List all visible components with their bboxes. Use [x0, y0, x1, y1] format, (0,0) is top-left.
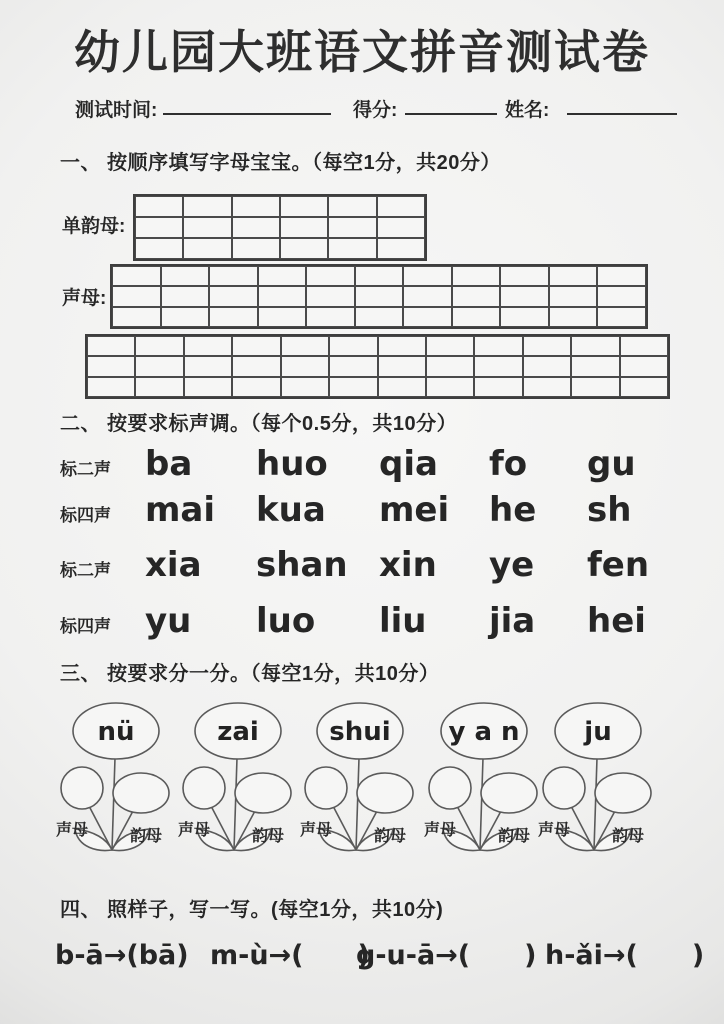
syllable: shan — [256, 545, 348, 585]
grid-cell — [183, 217, 231, 238]
yunmu-answer-circle — [481, 773, 537, 813]
yunmu-tag: 韵母 — [612, 828, 645, 845]
tone-row-label: 标四声 — [60, 617, 111, 636]
grid-cell — [355, 307, 404, 327]
grid-cell — [452, 286, 501, 306]
grid-cell — [306, 286, 355, 306]
page-title: 幼儿园大班语文拼音测试卷 — [74, 27, 650, 78]
grid-cell — [378, 377, 426, 397]
syllable: kua — [256, 490, 326, 530]
grid-cell — [281, 377, 329, 397]
shengmu-writing-grid-2 — [85, 334, 670, 399]
syllable: mai — [145, 490, 216, 530]
grid-cell — [209, 266, 258, 286]
grid-cell — [328, 217, 376, 238]
grid-cell — [403, 307, 452, 327]
grid-cell — [523, 336, 571, 356]
section3-heading: 三、 按要求分一分。（每空1分，共10分） — [60, 663, 440, 685]
grid-cell — [281, 336, 329, 356]
flower-stem — [112, 758, 115, 850]
grid-cell — [571, 356, 619, 376]
grid-cell — [597, 286, 646, 306]
grid-cell — [377, 196, 425, 217]
grid-cell — [112, 307, 161, 327]
grid-cell — [135, 336, 183, 356]
grid-cell — [161, 307, 210, 327]
grid-cell — [329, 336, 377, 356]
test-time-blank-line — [163, 97, 331, 115]
grid-cell — [571, 336, 619, 356]
yunmu-answer-circle — [113, 773, 169, 813]
grid-cell — [258, 266, 307, 286]
yunmu-answer-circle — [357, 773, 413, 813]
balloon-syllable: ju — [584, 717, 612, 747]
grid-cell — [232, 217, 280, 238]
balloon-syllable: zai — [217, 717, 259, 747]
yunmu-tag: 韵母 — [374, 828, 407, 845]
flower-diagram — [536, 700, 660, 860]
grid-cell — [112, 286, 161, 306]
syllable: gu — [587, 444, 636, 484]
syllable: xia — [145, 545, 202, 585]
grid-cell — [135, 217, 183, 238]
name-label: 姓名: — [505, 100, 550, 121]
spelling-formula: g-u-ā→( ) — [356, 940, 537, 971]
grid-cell — [523, 356, 571, 376]
balloon-syllable: y a n — [448, 717, 520, 747]
syllable: hei — [587, 601, 646, 641]
shengmu-tag: 声母 — [56, 822, 89, 839]
grid-cell — [452, 266, 501, 286]
spelling-formula: b-ā→(bā) — [55, 940, 189, 971]
grid-cell — [474, 336, 522, 356]
grid-cell — [232, 356, 280, 376]
tone-row — [60, 601, 646, 641]
score-blank-line — [405, 97, 497, 115]
tone-row-label: 标四声 — [60, 506, 111, 525]
grid-cell — [87, 356, 135, 376]
grid-cell — [87, 336, 135, 356]
grid-cell — [306, 307, 355, 327]
syllable: fo — [489, 444, 528, 484]
flower-stem — [480, 758, 483, 850]
grid-cell — [280, 196, 328, 217]
spelling-formula: m-ù→( ) — [210, 940, 370, 971]
grid-cell — [500, 307, 549, 327]
shengmu-answer-circle — [543, 767, 585, 809]
grid-cell — [135, 196, 183, 217]
grid-cell — [403, 286, 452, 306]
grid-cell — [571, 377, 619, 397]
grid-cell — [597, 266, 646, 286]
grid-cell — [280, 217, 328, 238]
syllable: he — [489, 490, 537, 530]
syllable: xin — [379, 545, 437, 585]
grid-cell — [184, 377, 232, 397]
grid-cell — [258, 286, 307, 306]
syllable: ye — [489, 545, 535, 585]
grid-cell — [209, 286, 258, 306]
flower-stem — [594, 758, 597, 850]
grid-cell — [355, 286, 404, 306]
grid-cell — [329, 356, 377, 376]
grid-cell — [597, 307, 646, 327]
danyunmu-writing-grid — [133, 194, 427, 261]
section2-heading: 二、 按要求标声调。（每个0.5分，共10分） — [60, 413, 458, 435]
syllable: liu — [379, 601, 427, 641]
tone-row-label: 标二声 — [60, 460, 111, 479]
tone-row — [60, 490, 632, 530]
tone-row — [60, 545, 650, 585]
grid-cell — [258, 307, 307, 327]
grid-cell — [112, 266, 161, 286]
shengmu-answer-circle — [183, 767, 225, 809]
grid-cell — [620, 336, 668, 356]
yunmu-answer-circle — [595, 773, 651, 813]
grid-cell — [184, 336, 232, 356]
grid-cell — [403, 266, 452, 286]
syllable: jia — [489, 601, 536, 641]
grid-cell — [135, 377, 183, 397]
shengmu-answer-circle — [61, 767, 103, 809]
syllable: luo — [256, 601, 316, 641]
grid-cell — [161, 266, 210, 286]
grid-cell — [549, 266, 598, 286]
grid-cell — [306, 266, 355, 286]
flower-diagram — [176, 700, 300, 860]
grid-cell — [135, 238, 183, 259]
grid-cell — [161, 286, 210, 306]
yunmu-tag: 韵母 — [498, 828, 531, 845]
grid-cell — [355, 266, 404, 286]
grid-cell — [620, 377, 668, 397]
grid-cell — [523, 377, 571, 397]
spelling-formula: h-ǎi→( ) — [545, 940, 705, 971]
grid-cell — [474, 377, 522, 397]
grid-cell — [183, 238, 231, 259]
shengmu-answer-circle — [305, 767, 347, 809]
grid-cell — [620, 356, 668, 376]
grid-cell — [500, 266, 549, 286]
grid-cell — [135, 356, 183, 376]
syllable: yu — [145, 601, 192, 641]
name-blank-line — [567, 97, 677, 115]
balloon-syllable: nü — [97, 717, 135, 747]
grid-cell — [426, 336, 474, 356]
test-time-label: 测试时间: — [75, 100, 158, 121]
grid-cell — [87, 377, 135, 397]
syllable: sh — [587, 490, 632, 530]
yunmu-answer-circle — [235, 773, 291, 813]
section4-heading: 四、 照样子，写一写。(每空1分，共10分) — [60, 899, 444, 921]
shengmu-tag: 声母 — [538, 822, 571, 839]
section1-heading: 一、 按顺序填写字母宝宝。（每空1分，共20分） — [60, 152, 501, 174]
syllable: qia — [379, 444, 438, 484]
tone-row — [60, 444, 636, 484]
grid-cell — [232, 377, 280, 397]
grid-cell — [426, 356, 474, 376]
grid-cell — [280, 238, 328, 259]
shengmu-answer-circle — [429, 767, 471, 809]
flower-diagram — [298, 700, 422, 860]
grid-cell — [209, 307, 258, 327]
shengmu-tag: 声母 — [424, 822, 457, 839]
grid-cell — [426, 377, 474, 397]
shengmu-tag: 声母 — [178, 822, 211, 839]
grid-cell — [377, 238, 425, 259]
yunmu-tag: 韵母 — [252, 828, 285, 845]
grid-cell — [232, 238, 280, 259]
grid-cell — [378, 356, 426, 376]
grid-cell — [232, 336, 280, 356]
grid-cell — [329, 377, 377, 397]
flower-stem — [234, 758, 237, 850]
grid-cell — [549, 286, 598, 306]
syllable: mei — [379, 490, 450, 530]
grid-cell — [474, 356, 522, 376]
shengmu-writing-grid-1 — [110, 264, 648, 329]
grid-cell — [232, 196, 280, 217]
grid-cell — [328, 238, 376, 259]
grid-cell — [184, 356, 232, 376]
syllable: huo — [256, 444, 328, 484]
grid-cell — [328, 196, 376, 217]
flower-stem — [356, 758, 359, 850]
syllable: fen — [587, 545, 650, 585]
grid-cell — [377, 217, 425, 238]
grid-cell — [281, 356, 329, 376]
tone-row-label: 标二声 — [60, 561, 111, 580]
flower-diagram — [54, 700, 178, 860]
syllable: ba — [145, 444, 193, 484]
balloon-syllable: shui — [329, 717, 391, 747]
grid-cell — [183, 196, 231, 217]
shengmu-label: 声母: — [62, 288, 107, 309]
grid-cell — [549, 307, 598, 327]
grid-cell — [452, 307, 501, 327]
yunmu-tag: 韵母 — [130, 828, 163, 845]
grid-cell — [500, 286, 549, 306]
danyunmu-label: 单韵母: — [62, 216, 126, 237]
score-label: 得分: — [353, 100, 398, 121]
grid-cell — [378, 336, 426, 356]
shengmu-tag: 声母 — [300, 822, 333, 839]
flower-diagram — [422, 700, 546, 860]
